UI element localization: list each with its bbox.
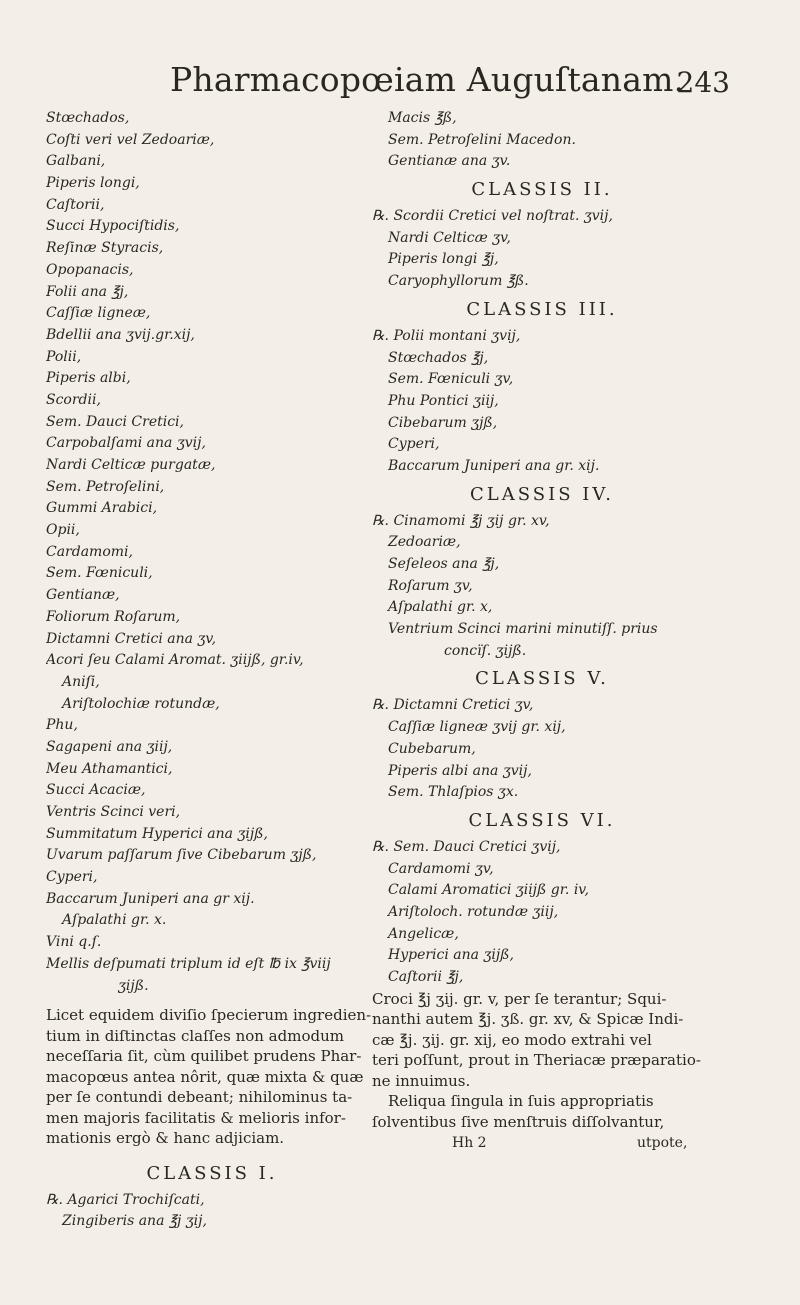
ingredient-line: Uvarum paſſarum ſive Cibebarum ʒjß, <box>46 847 317 864</box>
ingredient-line: Caſſiæ ligneæ ʒvij gr. xij, <box>388 719 566 736</box>
ingredient-line: Cubebarum, <box>388 740 476 757</box>
ingredient-line: Galbani, <box>46 153 106 170</box>
ingredient-line: Sem. Dauci Cretici, <box>46 413 184 430</box>
classis-items <box>372 326 712 478</box>
left-column <box>46 108 378 1233</box>
ingredient-line: Caryophyllorum ℥ß. <box>388 273 529 290</box>
ingredient-line: ℞. Agarici Trochiſcati, <box>46 1191 205 1208</box>
prose-paragraph <box>46 1005 378 1149</box>
ingredient-line: Succi Acaciæ, <box>46 782 146 799</box>
ingredient-line: ℞. Dictamni Cretici ʒv, <box>372 697 534 714</box>
ingredient-line: Aſpalathi gr. x, <box>388 599 493 616</box>
ingredient-line: Phu Pontici ʒiij, <box>388 392 499 409</box>
prose-line: cæ ℥j. ʒij. gr. xij, eo modo extrahi vel <box>372 1030 652 1049</box>
ingredient-line: Reſinæ Styracis, <box>46 240 164 257</box>
prose-line: Reliqua ſingula in ſuis appropriatis <box>388 1092 654 1111</box>
ingredient-line: Gummi Arabici, <box>46 500 158 517</box>
prose-line: per ſe contundi debeant; nihilominus ta- <box>46 1088 353 1107</box>
ingredient-line: Ventrium Scinci marini minutiſſ. prius <box>388 621 658 638</box>
ingredient-line: Acori ſeu Calami Aromat. ʒiijß, gr.iv, <box>46 652 304 669</box>
classis-items <box>372 837 712 989</box>
page-number: 243 <box>676 66 730 99</box>
ingredient-line: Dictamni Cretici ana ʒv, <box>46 630 217 647</box>
ingredient-line: Caſſiæ ligneæ, <box>46 305 151 322</box>
ingredient-line: Aſpalathi gr. x. <box>62 912 167 929</box>
ingredient-line: Ventris Scinci veri, <box>46 804 181 820</box>
ingredient-line: Opopanacis, <box>46 261 134 278</box>
ingredient-line: Cibebarum ʒjß, <box>388 414 498 431</box>
ingredient-line: Ariſtolochiæ rotundæ, <box>62 695 220 712</box>
prose-line: Croci ℥j ʒij. gr. v, per ſe terantur; Squi- <box>372 989 667 1008</box>
ingredient-line: Sem. Petroſelini, <box>46 478 165 495</box>
ingredient-line: Calami Aromatici ʒiijß gr. iv, <box>388 882 590 899</box>
ingredient-line: ℞. Cinamomi ℥j ʒij gr. xv, <box>372 512 550 529</box>
prose-line: macopœus antea nôrit, quæ mixta & quæ <box>46 1067 364 1086</box>
ingredient-line: Coſti veri vel Zedoariæ, <box>46 131 215 148</box>
ingredient-line: Zedoariæ, <box>388 534 461 551</box>
ingredient-line: ℞. Scordii Cretici vel noſtrat. ʒvij, <box>372 208 613 225</box>
ingredient-line: Nardi Celticæ purgatæ, <box>46 457 216 473</box>
classis-items <box>372 511 712 663</box>
ingredient-line: Piperis longi, <box>46 175 140 192</box>
signature-mark: Hh 2 <box>452 1135 487 1152</box>
classis-heading: CLASSIS V. <box>475 668 609 690</box>
ingredient-line: Stœchados ℥j, <box>388 349 489 366</box>
continuation-list <box>372 108 712 173</box>
ingredient-line: Meu Athamantici, <box>46 760 173 777</box>
ingredient-line: Caſtorii ℥j, <box>388 969 464 985</box>
prose-line: nanthi autem ℥j. ʒß. gr. xv, & Spicæ Indi- <box>372 1010 684 1029</box>
running-title: Pharmacopœiam Auguſtanam. <box>170 60 685 99</box>
ingredient-line: Cyperi, <box>46 869 98 886</box>
ingredient-line: Baccarum Juniperi ana gr. xij. <box>388 457 600 474</box>
ingredient-line: Bdellii ana ʒvij.gr.xij, <box>46 326 195 343</box>
prose-line: neceſſaria ſit, cùm quilibet prudens Phar- <box>46 1047 362 1066</box>
ingredient-line: concïſ. ʒijß. <box>444 642 527 659</box>
ingredient-line: Piperis albi, <box>46 370 131 387</box>
ingredient-line: Gentianæ ana ʒv. <box>388 153 511 170</box>
ingredient-line: Stœchados, <box>46 110 130 126</box>
ingredient-line: Caſtorii, <box>46 196 105 213</box>
page-header <box>130 60 730 104</box>
prose-line: ne innuimus. <box>372 1071 471 1090</box>
prose-line: teri poſſunt, prout in Theriacæ præparatio- <box>372 1051 701 1070</box>
ingredient-line: Sem. Thlaſpios ʒx. <box>388 784 519 801</box>
ingredient-line: Summitatum Hyperici ana ʒijß, <box>46 825 268 842</box>
classis-items <box>46 1190 378 1233</box>
ingredient-line: Ariſtoloch. rotundæ ʒiij, <box>388 903 559 920</box>
classis-heading: CLASSIS II. <box>471 179 613 201</box>
right-column <box>372 108 712 1154</box>
prose-line: Licet equidem diviſio ſpecierum ingredien- <box>46 1006 372 1025</box>
classis-items <box>372 695 712 803</box>
ingredient-line: Piperis longi ℥j, <box>388 251 499 268</box>
ingredient-line: Aniſi, <box>62 673 100 690</box>
ingredient-line: Zingiberis ana ℥j ʒij, <box>62 1213 207 1230</box>
ingredient-line: Nardi Celticæ ʒv, <box>388 229 511 246</box>
classis-heading: CLASSIS I. <box>146 1162 278 1184</box>
ingredient-line: ℞. Sem. Dauci Cretici ʒvij, <box>372 838 561 855</box>
ingredient-line: Piperis albi ana ʒvij, <box>388 762 532 779</box>
ingredient-line: Sem. Fœniculi ʒv, <box>388 371 514 388</box>
ingredient-line: Scordii, <box>46 391 101 408</box>
ingredient-line: Carpobalſami ana ʒvij, <box>46 435 206 452</box>
ingredient-line: Sem. Petroſelini Macedon. <box>388 131 576 148</box>
ingredient-line: Succi Hypociſtidis, <box>46 218 180 235</box>
ingredient-line: Baccarum Juniperi ana gr xij. <box>46 890 255 907</box>
ingredient-line: ℞. Polii montani ʒvij, <box>372 327 521 344</box>
ingredient-line: Gentianæ, <box>46 587 120 604</box>
closing-paragraph <box>372 989 712 1133</box>
catchword: utpote, <box>637 1135 688 1152</box>
ingredient-line: Angelicæ, <box>388 925 459 942</box>
prose-line: ſolventibus ſive menſtruis diſſolvantur, <box>372 1112 665 1131</box>
classis-heading: CLASSIS III. <box>466 298 618 320</box>
ingredient-line: ʒijß. <box>118 977 149 994</box>
signature-line <box>372 1132 712 1154</box>
ingredient-line: Folii ana ℥j, <box>46 283 129 300</box>
ingredient-line: Sem. Fœniculi, <box>46 565 153 582</box>
ingredient-line: Mellis deſpumati triplum id eſt ℔ ix ℥viij <box>46 955 331 972</box>
ingredient-line: Polii, <box>46 348 82 365</box>
classis-items <box>372 206 712 293</box>
ingredient-line: Cyperi, <box>388 436 440 453</box>
classis-heading: CLASSIS VI. <box>468 809 616 831</box>
prose-line: tium in diſtinctas claſſes non admodum <box>46 1026 344 1045</box>
ingredient-line: Macis ℥ß, <box>388 110 457 126</box>
ingredient-line: Sagapeni ana ʒiij, <box>46 738 173 755</box>
classis-heading: CLASSIS IV. <box>470 483 614 505</box>
ingredient-line: Hyperici ana ʒijß, <box>388 947 514 964</box>
ingredient-line: Vini q.ſ. <box>46 934 102 951</box>
prose-line: men majoris facilitatis & melioris infor- <box>46 1108 346 1127</box>
ingredient-line: Foliorum Roſarum, <box>46 608 181 625</box>
ingredient-line: Cardamomi ʒv, <box>388 860 494 877</box>
ingredient-line: Phu, <box>46 717 78 734</box>
ingredient-list <box>46 108 378 997</box>
prose-line: mationis ergò & hanc adjiciam. <box>46 1129 285 1148</box>
ingredient-line: Opii, <box>46 522 80 539</box>
ingredient-line: Roſarum ʒv, <box>388 577 473 594</box>
ingredient-line: Seſeleos ana ℥j, <box>388 556 500 572</box>
ingredient-line: Cardamomi, <box>46 543 133 560</box>
